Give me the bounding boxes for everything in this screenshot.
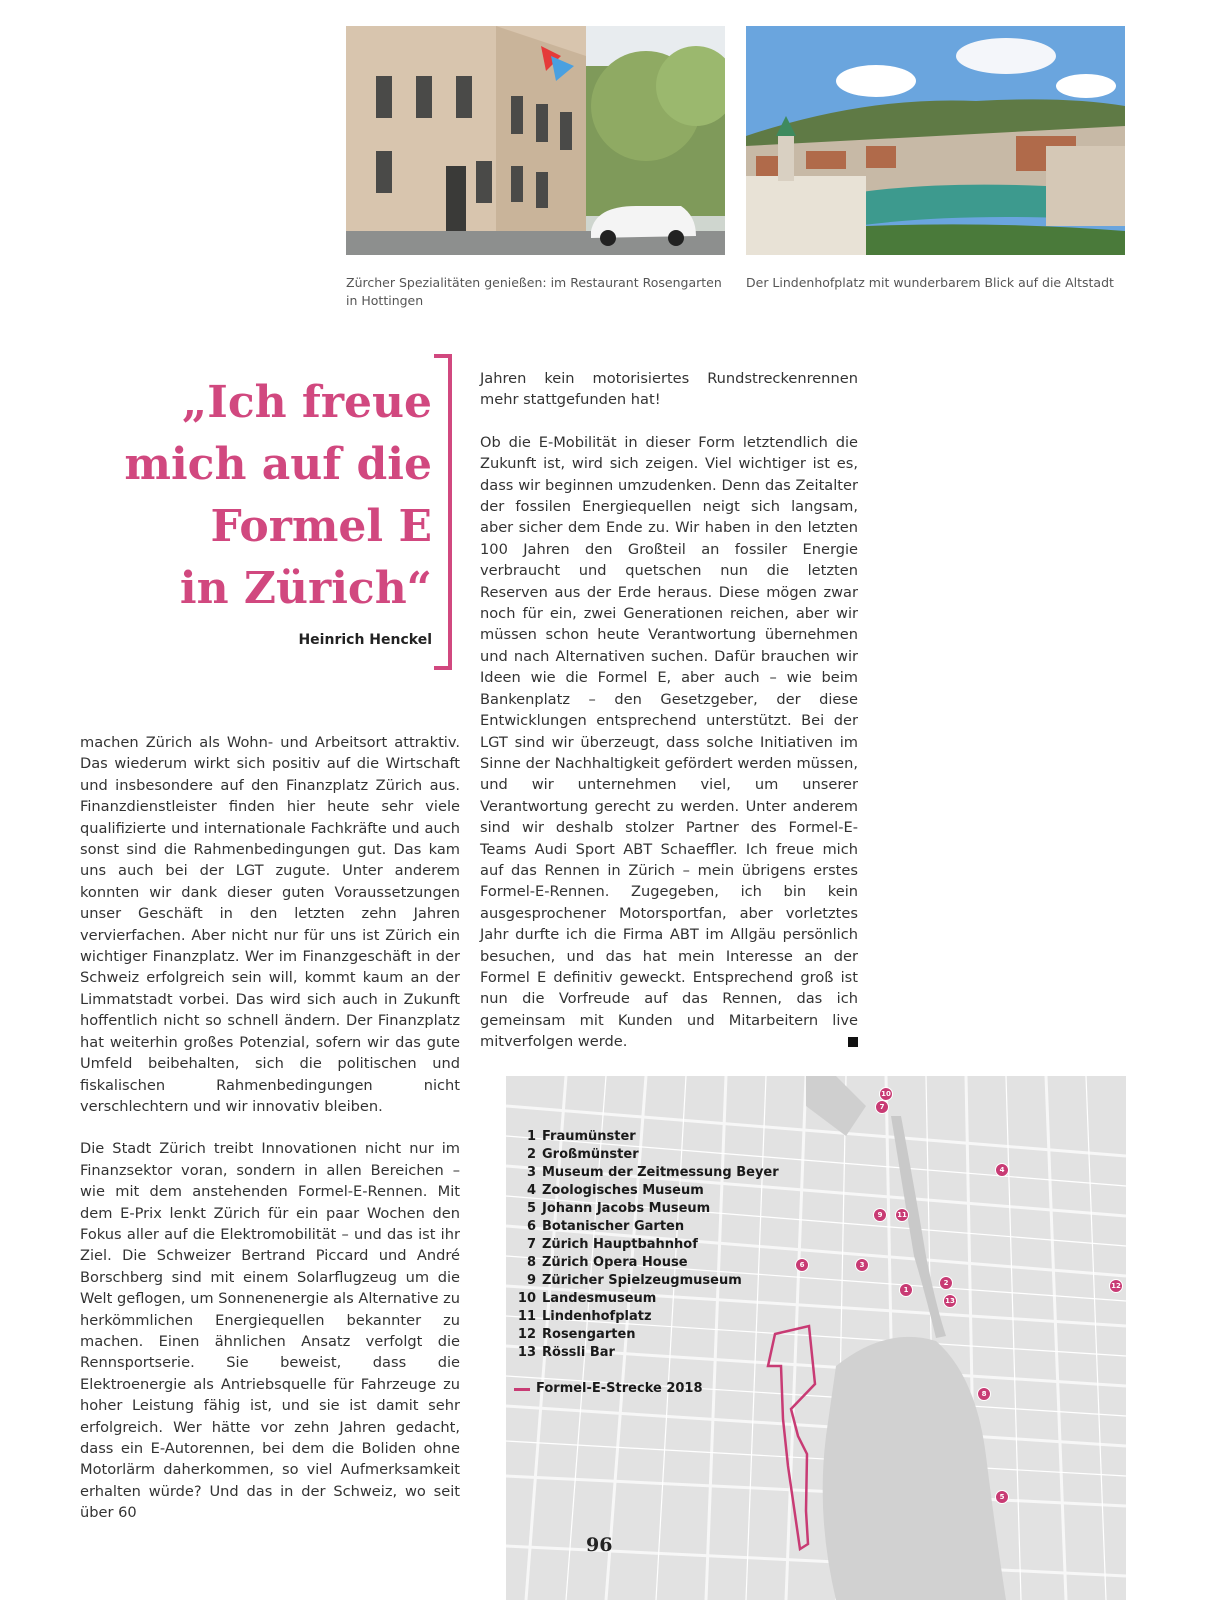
map-marker: 10 bbox=[879, 1087, 893, 1101]
legend-item: 6 Botanischer Garten bbox=[526, 1219, 685, 1234]
paragraph: Die Stadt Zürich treibt Innovationen nicht nur im Finanzsektor voran, sondern in allen Bereichen – wie mit dem anstehenden Formel-E-Rennen. Mit dem E-Prix lenkt Zürich für ein paar Wochen den Fokus aller auf die Elektromobilität – und das ist ihr Ziel. Die Schweizer Bertrand Piccard und André Borschberg sind mit einem Solarflugzeug um die Welt geflogen, um Sonnenenergie als Alternative zu herkömmlichen Energiequellen bekannter zu machen. Einen ähnlichen Ansatz verfolgt die Rennsportserie. Sie beweist, dass die Elektroenergie als Antriebsquelle für Fahrzeuge zu hoher Leistung fähig ist, und sie ist damit sehr erfolgreich. Wer hätte vor zehn Jahren gedacht, dass ein E-Autorennen, bei dem die Boliden ohne Motorlärm daherkommen, so viel Aufmerksamkeit erhalten würde? Und das in der Schweiz, wo seit über 60 bbox=[80, 1140, 460, 1522]
map-marker: 1 bbox=[899, 1283, 913, 1297]
map-marker: 7 bbox=[875, 1100, 889, 1114]
map-marker: 4 bbox=[995, 1163, 1009, 1177]
map-marker: 12 bbox=[1109, 1279, 1123, 1293]
left-text-column bbox=[80, 732, 460, 1524]
map-marker: 9 bbox=[873, 1208, 887, 1222]
map-marker: 13 bbox=[943, 1294, 957, 1308]
legend-item: 7 Zürich Hauptbahnhof bbox=[526, 1237, 698, 1252]
legend-item: 1 Fraumünster bbox=[526, 1129, 636, 1144]
pull-quote bbox=[80, 372, 432, 620]
paragraph: Jahren kein motorisiertes Rundstreckenrennen mehr stattgefunden hat! bbox=[480, 370, 858, 409]
legend-item: 12 Rosengarten bbox=[517, 1327, 636, 1342]
legend-item: 9 Züricher Spielzeugmuseum bbox=[526, 1273, 742, 1288]
legend-item: 4 Zoologisches Museum bbox=[526, 1183, 704, 1198]
paragraph: Ob die E-Mobilität in dieser Form letztendlich die Zukunft ist, wird sich zeigen. Viel wichtiger ist es, dass wir beginnen umzudenken. Denn das Zeitalter der fossilen Energiequellen neigt sich langsam, aber sicher dem Ende zu. Wir haben in den letzten 100 Jahren den Großteil an fossiler Energie verbraucht und quetschen nun die letzten Reserven aus der Erde heraus. Diese mögen zwar noch für ein, zwei Generationen reichen, aber wir müssen schon heute Verantwortung übernehmen und nach Alternativen suchen. Dafür brauchen wir Ideen wie die Formel E, aber auch – wie beim Bankenplatz – den Gesetzgeber, der diese Entwicklungen entsprechend unterstützt. Bei der LGT sind wir überzeugt, dass solche Initiativen im Sinne der Nachhaltigkeit gefördert werden müssen, und wir unternehmen viel, um unserer Verantwortung gerecht zu werden. Unter anderem sind wir deshalb stolzer Partner des Formel-E-Teams Audi Sport ABT Schaeffler. Ich freue mich auf das Rennen in Zürich – mein übrigens erstes Formel-E-Rennen. Zugegeben, ich bin kein ausgesprochener Motorsportfan, aber vorletztes Jahr durfte ich die Firma ABT im Allgäu persönlich besuchen, und das hat mein Interesse an der Formel E definitiv geweckt. Entsprechend groß ist nun die Vorfreude auf das Rennen, das ich gemeinsam mit Kunden und Mitarbeitern live mitverfolgen werde. bbox=[480, 433, 858, 1051]
map-marker: 8 bbox=[977, 1387, 991, 1401]
legend-item: 2 Großmünster bbox=[526, 1147, 639, 1162]
route-line-icon bbox=[514, 1388, 530, 1391]
legend-item: 11 Lindenhofplatz bbox=[517, 1309, 652, 1324]
right-photo-caption: Der Lindenhofplatz mit wunderbarem Blick auf die Altstadt bbox=[746, 275, 1114, 290]
legend-route: Formel-E-Strecke 2018 bbox=[514, 1380, 779, 1398]
quote-line: mich auf die bbox=[124, 439, 432, 490]
legend-item: 5 Johann Jacobs Museum bbox=[526, 1201, 711, 1216]
end-mark-icon bbox=[848, 1037, 858, 1047]
legend-item: 13 Rössli Bar bbox=[517, 1345, 615, 1360]
legend-item: 8 Zürich Opera House bbox=[526, 1255, 688, 1270]
page-number: 96 bbox=[586, 1534, 613, 1556]
map-marker: 3 bbox=[855, 1258, 869, 1272]
map-marker: 2 bbox=[939, 1276, 953, 1290]
quote-line: „Ich freue bbox=[181, 377, 432, 428]
map-marker: 5 bbox=[995, 1490, 1009, 1504]
left-photo-caption: Zürcher Spezialitäten genießen: im Restaurant Rosengarten in Hottingen bbox=[346, 275, 722, 308]
map-legend bbox=[514, 1128, 779, 1398]
legend-item: 10 Landesmuseum bbox=[517, 1291, 657, 1306]
lindenhofplatz-photo bbox=[746, 26, 1125, 255]
restaurant-rosengarten-photo bbox=[346, 26, 725, 255]
quote-author: Heinrich Henckel bbox=[298, 632, 432, 648]
quote-line: Formel E bbox=[210, 501, 432, 552]
quote-line: in Zürich“ bbox=[179, 563, 432, 614]
legend-item: 3 Museum der Zeitmessung Beyer bbox=[526, 1165, 779, 1180]
right-text-column bbox=[480, 368, 858, 1053]
map-marker: 6 bbox=[795, 1258, 809, 1272]
map-marker: 11 bbox=[895, 1208, 909, 1222]
paragraph: machen Zürich als Wohn- und Arbeitsort attraktiv. Das wiederum wirkt sich positiv auf die Wirtschaft und insbesondere auf den Finanzplatz Zürich aus. Finanzdienstleister finden hier heute sehr viele qualifizierte und internationale Fachkräfte und auch sonst sind die Rahmenbedingungen gut. Das kam uns auch bei der LGT zugute. Unter anderem konnten wir dank dieser guten Voraussetzungen unser Geschäft in den letzten zehn Jahren vervierfachen. Aber nicht nur für uns ist Zürich ein wichtiger Finanzplatz. Wer im Finanzgeschäft in der Schweiz erfolgreich sein will, kommt kaum an der Limmatstadt vorbei. Das wird sich auch in Zukunft hoffentlich nicht so schnell ändern. Der Finanzplatz hat weiterhin großes Potenzial, sofern wir das gute Umfeld beibehalten, sich die politischen und fiskalischen Rahmenbedingungen nicht verschlechtern und wir innovativ bleiben. bbox=[80, 734, 460, 1115]
quote-bracket bbox=[434, 354, 452, 670]
